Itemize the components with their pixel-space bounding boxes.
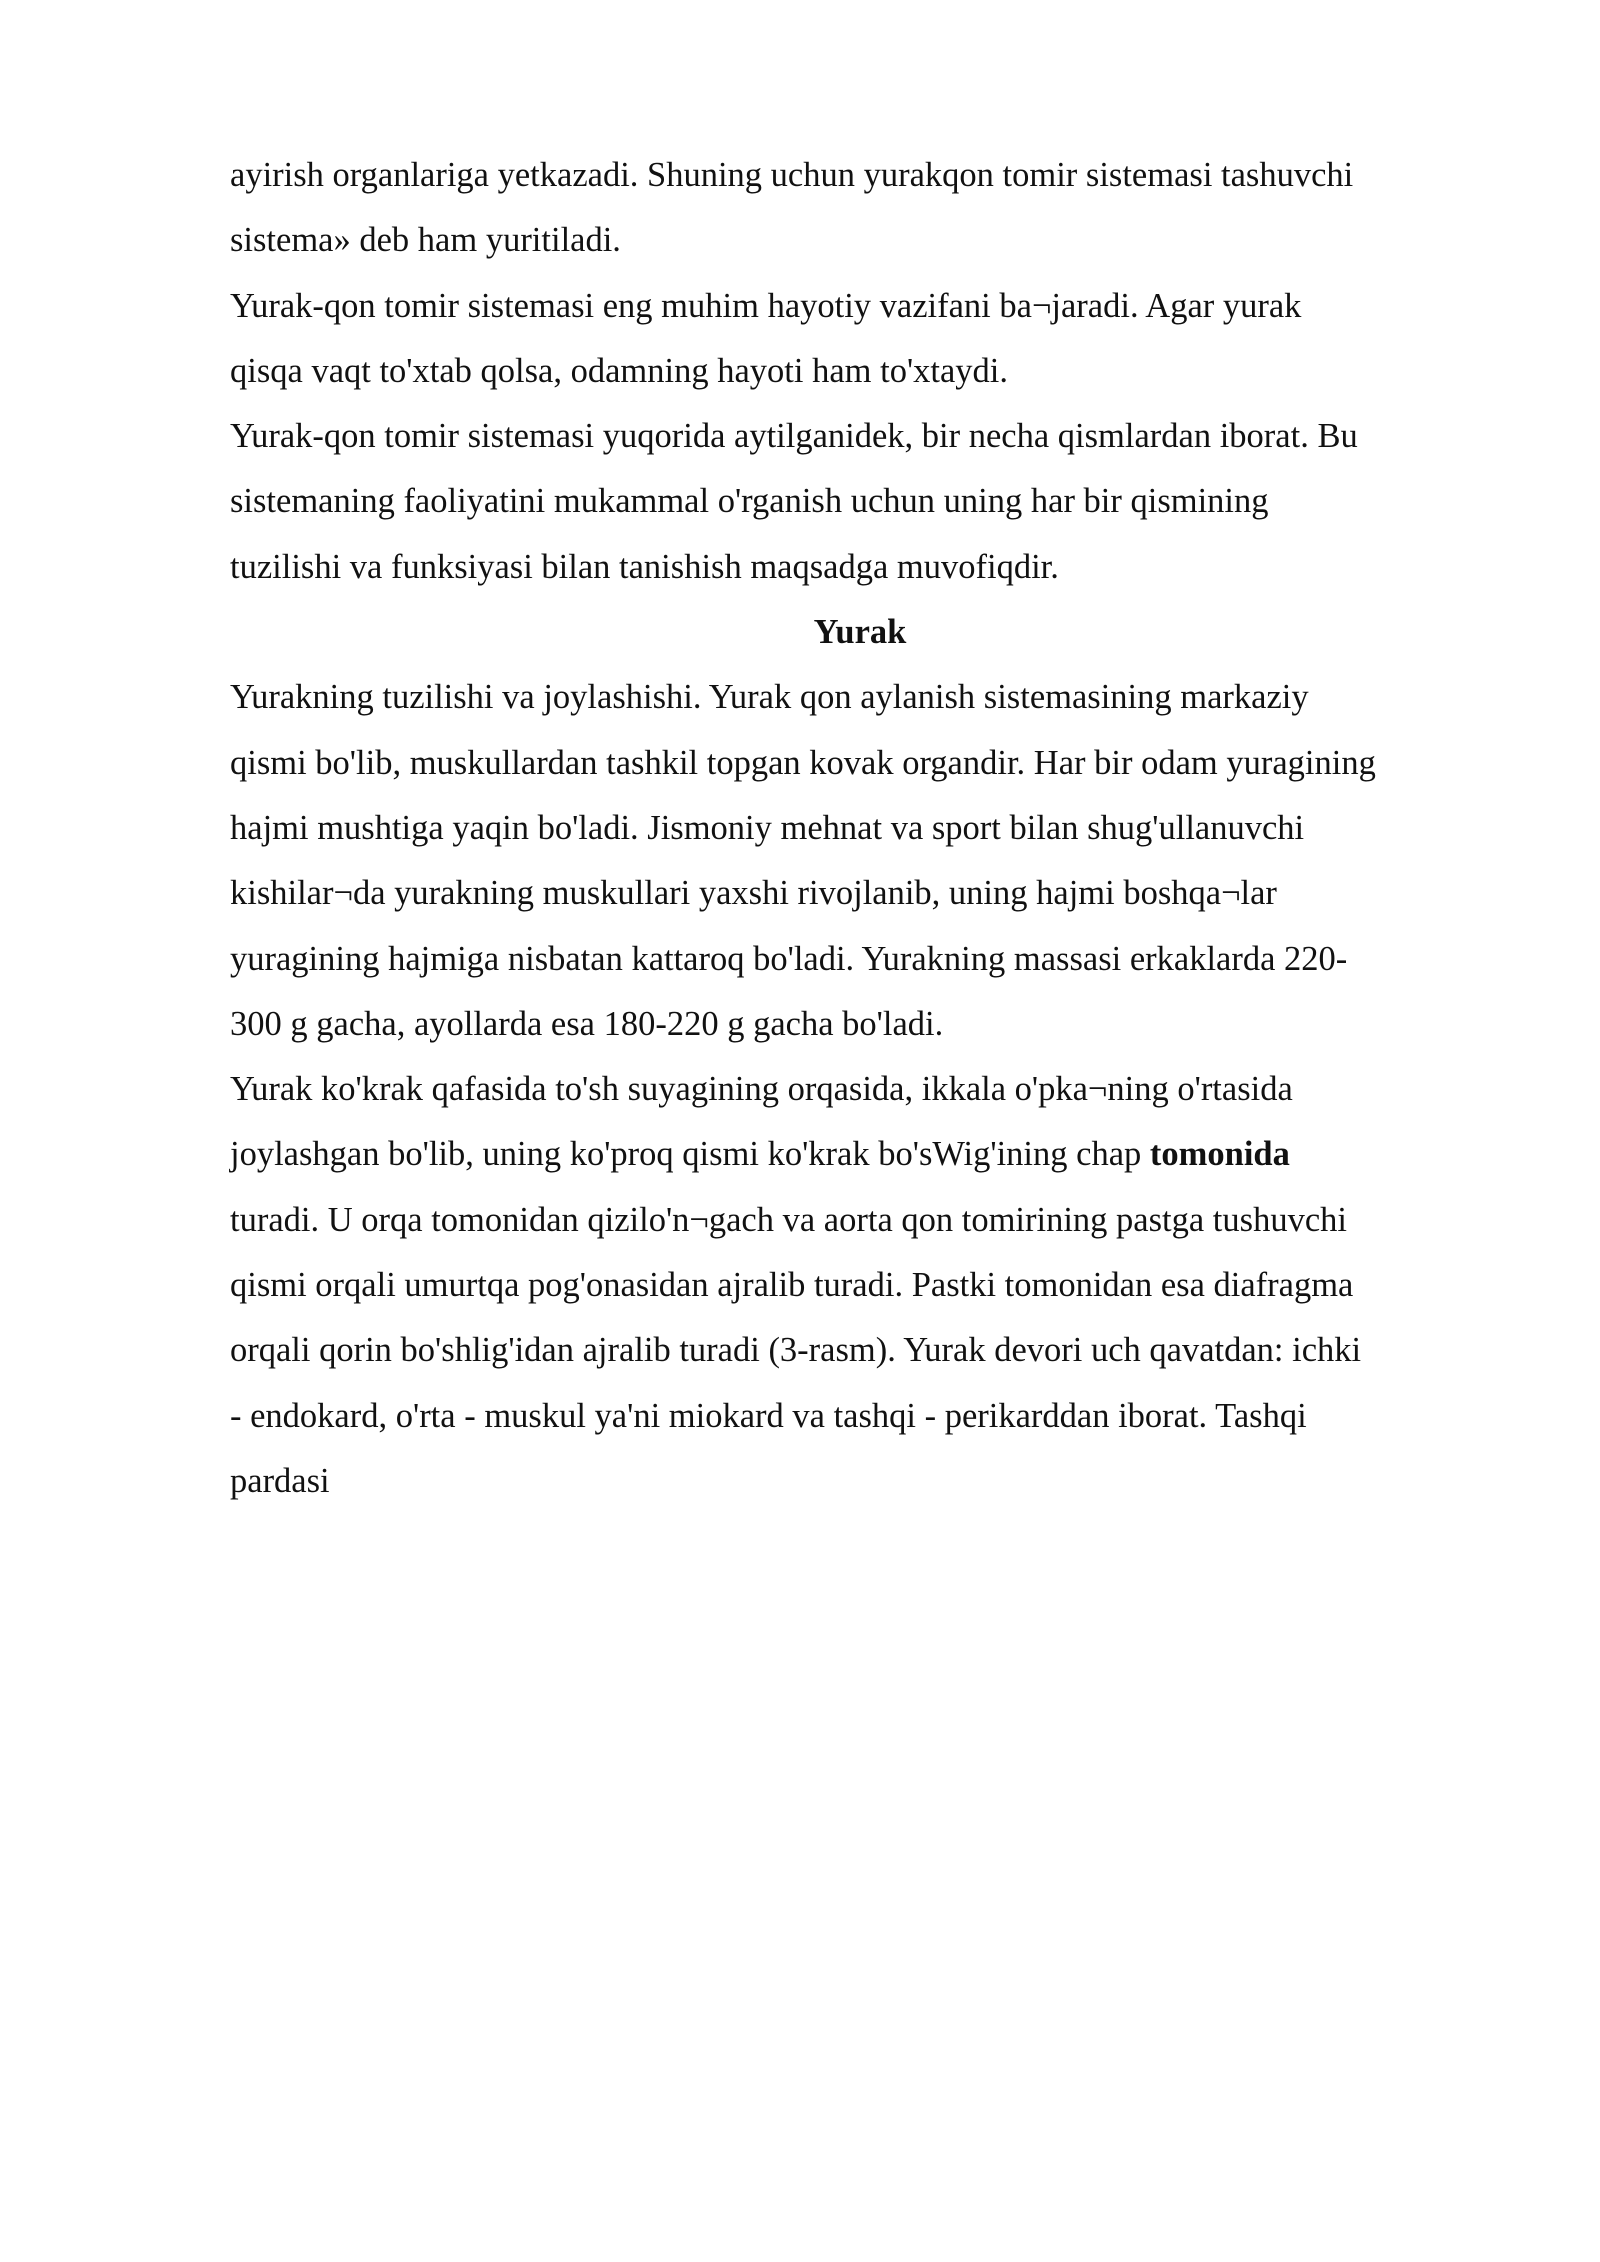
text-line: sistemaning faoliyatini mukammal o'rganish uchun uning har bir qismining — [230, 482, 1269, 521]
text-line: pardasi — [230, 1461, 330, 1500]
text-line: Yurakning tuzilishi va joylashishi. Yurak qon aylanish sistemasining markaziy — [230, 678, 1309, 717]
text-line: Yurak-qon tomir sistemasi eng muhim hayotiy vazifani ba¬jaradi. Agar yurak — [230, 286, 1302, 325]
text-line-with-bold — [230, 1122, 1520, 1187]
text-line: hajmi mushtiga yaqin bo'ladi. Jismoniy mehnat va sport bilan shug'ullanuvchi — [230, 808, 1305, 847]
document-body — [230, 143, 1520, 1514]
text-line: 300 g gacha, ayollarda esa 180-220 g gacha bo'ladi. — [230, 1004, 944, 1043]
bold-word: tomonida — [1149, 1135, 1290, 1174]
text-line: turadi. U orqa tomonidan qizilo'n¬gach va aorta qon tomirining pastga tushuvchi — [230, 1200, 1347, 1239]
text-line: yuragining hajmiga nisbatan kattaroq bo'ladi. Yurakning massasi erkaklarda 220- — [230, 939, 1348, 978]
text-line: - endokard, o'rta - muskul ya'ni miokard va tashqi - perikarddan iborat. Tashqi — [230, 1396, 1307, 1435]
text-line: orqali qorin bo'shlig'idan ajralib turadi (3-rasm). Yurak devori uch qavatdan: ichki — [230, 1331, 1362, 1370]
text-line: qisqa vaqt to'xtab qolsa, odamning hayoti ham to'xtaydi. — [230, 351, 1009, 390]
text-line: tuzilishi va funksiyasi bilan tanishish maqsadga muvofiqdir. — [230, 547, 1059, 586]
text-line: ayirish organlariga yetkazadi. Shuning uchun yurakqon tomir sistemasi tashuvchi — [230, 156, 1354, 194]
section-heading: Yurak — [813, 613, 907, 652]
text-line: Yurak-qon tomir sistemasi yuqorida aytilganidek, bir necha qismlardan iborat. Bu — [230, 417, 1358, 456]
text-line: kishilar¬da yurakning muskullari yaxshi rivojlanib, uning hajmi boshqa¬lar — [230, 874, 1277, 913]
text-line: Yurak ko'krak qafasida to'sh suyagining orqasida, ikkala o'pka¬ning o'rtasida — [230, 1070, 1293, 1109]
text-line: qismi bo'lib, muskullardan tashkil topgan kovak organdir. Har bir odam yuragining — [230, 743, 1376, 782]
text-line: sistema» deb ham yuritiladi. — [230, 221, 621, 260]
text-line: qismi orqali umurtqa pog'onasidan ajralib turadi. Pastki tomonidan esa diafragma — [230, 1266, 1354, 1305]
text-line-prefix: joylashgan bo'lib, uning ko'proq qismi ko'krak bo'sWig'ining chap — [230, 1135, 1150, 1174]
